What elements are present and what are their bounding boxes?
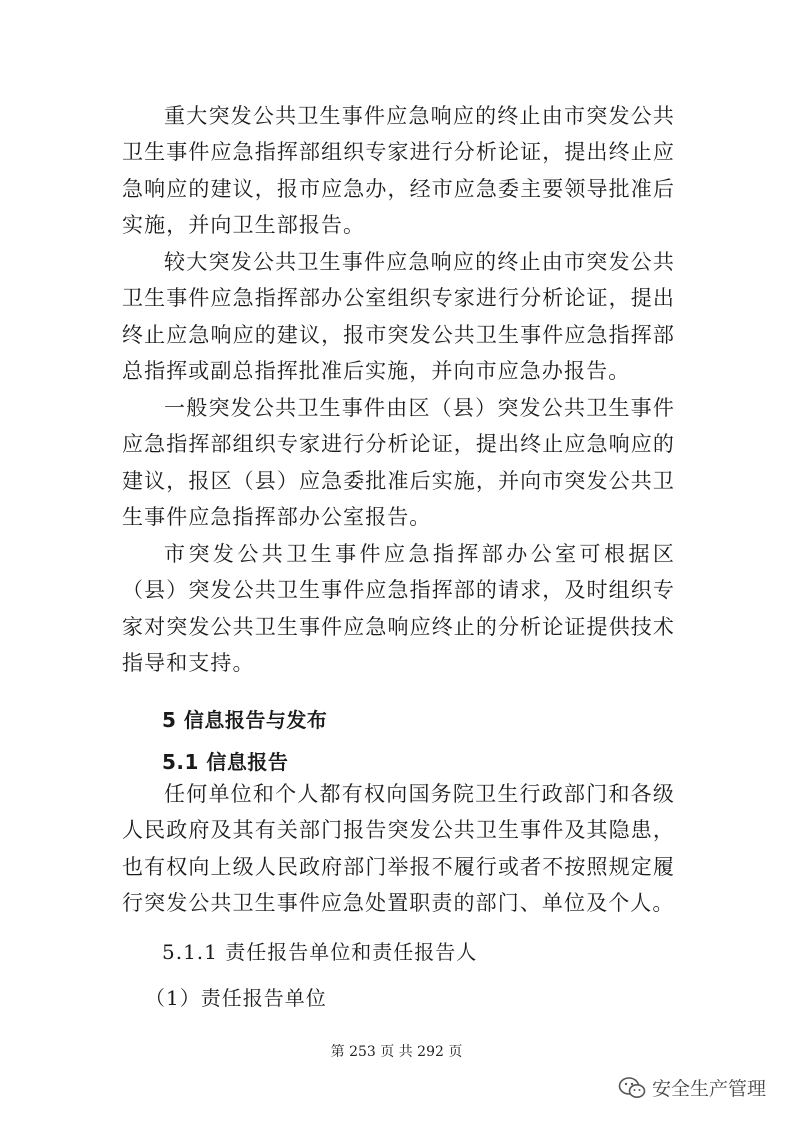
- page-number-footer: 第 253 页 共 292 页: [330, 1044, 463, 1060]
- paragraph-large-event: 较大突发公共卫生事件应急响应的终止由市突发公共卫生事件应急指挥部办公室组织专家进行分析论证，提出终止应急响应的建议，报市突发公共卫生事件应急指挥部总指挥或副总指挥批准后实施，并向市应急办报告。: [122, 250, 675, 384]
- paragraph-office-support: 市突发公共卫生事件应急指挥部办公室可根据区（县）突发公共卫生事件应急指挥部的请求，及时组织专家对突发公共卫生事件应急响应终止的分析论证提供技术指导和支持。: [122, 542, 675, 676]
- heading-section-5: 5 信息报告与发布: [162, 708, 328, 732]
- logo-text: 安全生产管理: [652, 1078, 767, 1100]
- paragraph-info-report: 任何单位和个人都有权向国务院卫生行政部门和各级人民政府及其有关部门报告突发公共卫生事件及其隐患，也有权向上级人民政府部门举报不履行或者不按照规定履行突发公共卫生事件应急处置职责的部门、单位及个人。: [122, 782, 675, 916]
- wechat-icon: [618, 1076, 646, 1100]
- paragraph-major-event: 重大突发公共卫生事件应急响应的终止由市突发公共卫生事件应急指挥部组织专家进行分析论证，提出终止应急响应的建议，报市应急办，经市应急委主要领导批准后实施，并向卫生部报告。: [122, 104, 675, 238]
- paragraph-general-event: 一般突发公共卫生事件由区（县）突发公共卫生事件应急指挥部组织专家进行分析论证，提出终止应急响应的建议，报区（县）应急委批准后实施，并向市突发公共卫生事件应急指挥部办公室报告。: [122, 396, 675, 530]
- heading-section-5-1: 5.1 信息报告: [162, 750, 289, 774]
- list-item-1: （1）责任报告单位: [145, 986, 327, 1010]
- source-logo: [618, 1074, 766, 1101]
- heading-section-5-1-1: 5.1.1 责任报告单位和责任报告人: [162, 940, 478, 964]
